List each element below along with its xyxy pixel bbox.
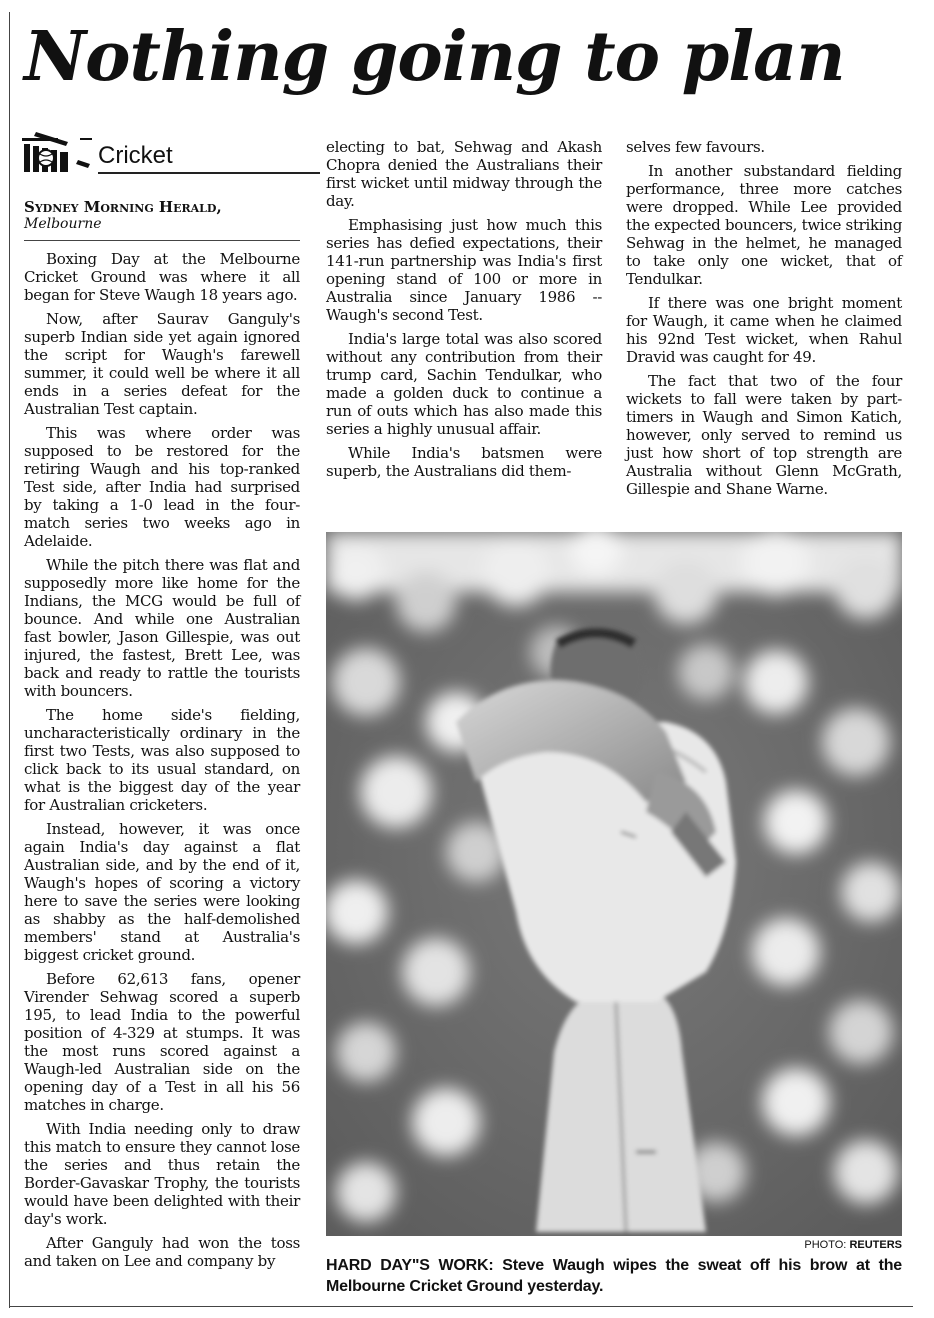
photo-credit-prefix: PHOTO: [804, 1239, 847, 1251]
article-column-1 [24, 250, 300, 1276]
photo-credit [326, 1238, 902, 1252]
photo-cricketer-wiping-brow [326, 532, 902, 1236]
paragraph: Now, after Saurav Ganguly's superb Indian side yet again ignored the script for Waugh's farewell summer, it could well be where it all ends in a series defeat for the Australian Test captain. [24, 310, 300, 418]
byline-rule [24, 240, 300, 241]
section-underline [98, 172, 320, 174]
paragraph: electing to bat, Sehwag and Akash Chopra denied the Australians their first wicket until midway through the day. [326, 138, 602, 210]
article-column-3 [626, 138, 902, 504]
section-logo [22, 130, 300, 172]
left-column-rule [9, 12, 10, 1308]
paragraph: Emphasising just how much this series has defied expectations, their 141-run partnership was India's first opening stand of 100 or more in Australia since January 1986 -- Waugh's second Test. [326, 216, 602, 324]
photo-caption: HARD DAY"S WORK: Steve Waugh wipes the sweat off his brow at the Melbourne Cricket Ground yesterday. [326, 1257, 902, 1295]
paragraph: India's large total was also scored without any contribution from their trump card, Sachin Tendulkar, who made a golden duck to continue a run of outs which has also made this series a highly unusual affair. [326, 330, 602, 438]
paragraph: selves few favours. [626, 138, 765, 156]
headline: Nothing going to plan [24, 17, 845, 97]
paragraph: With India needing only to draw this match to ensure they cannot lose the series and thus retain the Border-Gavaskar Trophy, the tourists would have been delighted with their day's work. [24, 1120, 300, 1228]
paragraph: The fact that two of the four wickets to fall were taken by part-timers in Waugh and Simon Katich, however, only served to remind us just how short of top strength are Australia without Glenn McGrath, Gillespie and Shane Warne. [626, 372, 902, 498]
paragraph: While the pitch there was flat and supposedly more like home for the Indians, the MCG would be full of bounce. And while one Australian fast bowler, Jason Gillespie, was out injured, the fastest, Brett Lee, was back and ready to rattle the tourists with bouncers. [24, 556, 300, 700]
paragraph: If there was one bright moment for Waugh, it came when he claimed his 92nd Test wicket, when Rahul Dravid was caught for 49. [626, 294, 902, 366]
byline-location: Melbourne [24, 216, 102, 232]
paragraph: Boxing Day at the Melbourne Cricket Ground was where it all began for Steve Waugh 18 years ago. [24, 250, 300, 304]
paragraph: This was where order was supposed to be restored for the retiring Waugh and his top-ranked Test side, after India had surprised by taking a 1-0 lead in the four-match series two weeks ago in Adelaide. [24, 424, 300, 550]
paragraph: After Ganguly had won the toss and taken on Lee and company by [24, 1234, 300, 1270]
photo-credit-source: REUTERS [849, 1239, 902, 1251]
cricket-bat-ball-icon [22, 130, 96, 172]
paragraph: Instead, however, it was once again India's day against a flat Australian side, and by the end of it, Waugh's hopes of scoring a victory here to save the series were looking as shabby as the half-demolished members' stand at Australia's biggest cricket ground. [24, 820, 300, 964]
paragraph: In another substandard fielding performance, three more catches were dropped. While Lee provided the expected bouncers, twice striking Sehwag in the helmet, he managed to take only one wicket, that of Tendulkar. [626, 162, 902, 288]
article-column-2 [326, 138, 602, 486]
section-label: Cricket [98, 142, 173, 169]
news-photo [326, 532, 902, 1236]
byline [24, 198, 300, 232]
paragraph: Before 62,613 fans, opener Virender Sehwag scored a superb 195, to lead India to the powerful position of 4-329 at stumps. It was the most runs scored against a Waugh-led Australian side on the opening day of a Test in all his 56 matches in charge. [24, 970, 300, 1114]
bottom-rule [9, 1306, 913, 1307]
paragraph: The home side's fielding, uncharacteristically ordinary in the first two Tests, was also supposed to click back to its usual standard, on what is the biggest day of the year for Australian cricketers. [24, 706, 300, 814]
byline-source: Sydney Morning Herald, [24, 198, 222, 216]
paragraph: While India's batsmen were superb, the Australians did them- [326, 444, 602, 480]
